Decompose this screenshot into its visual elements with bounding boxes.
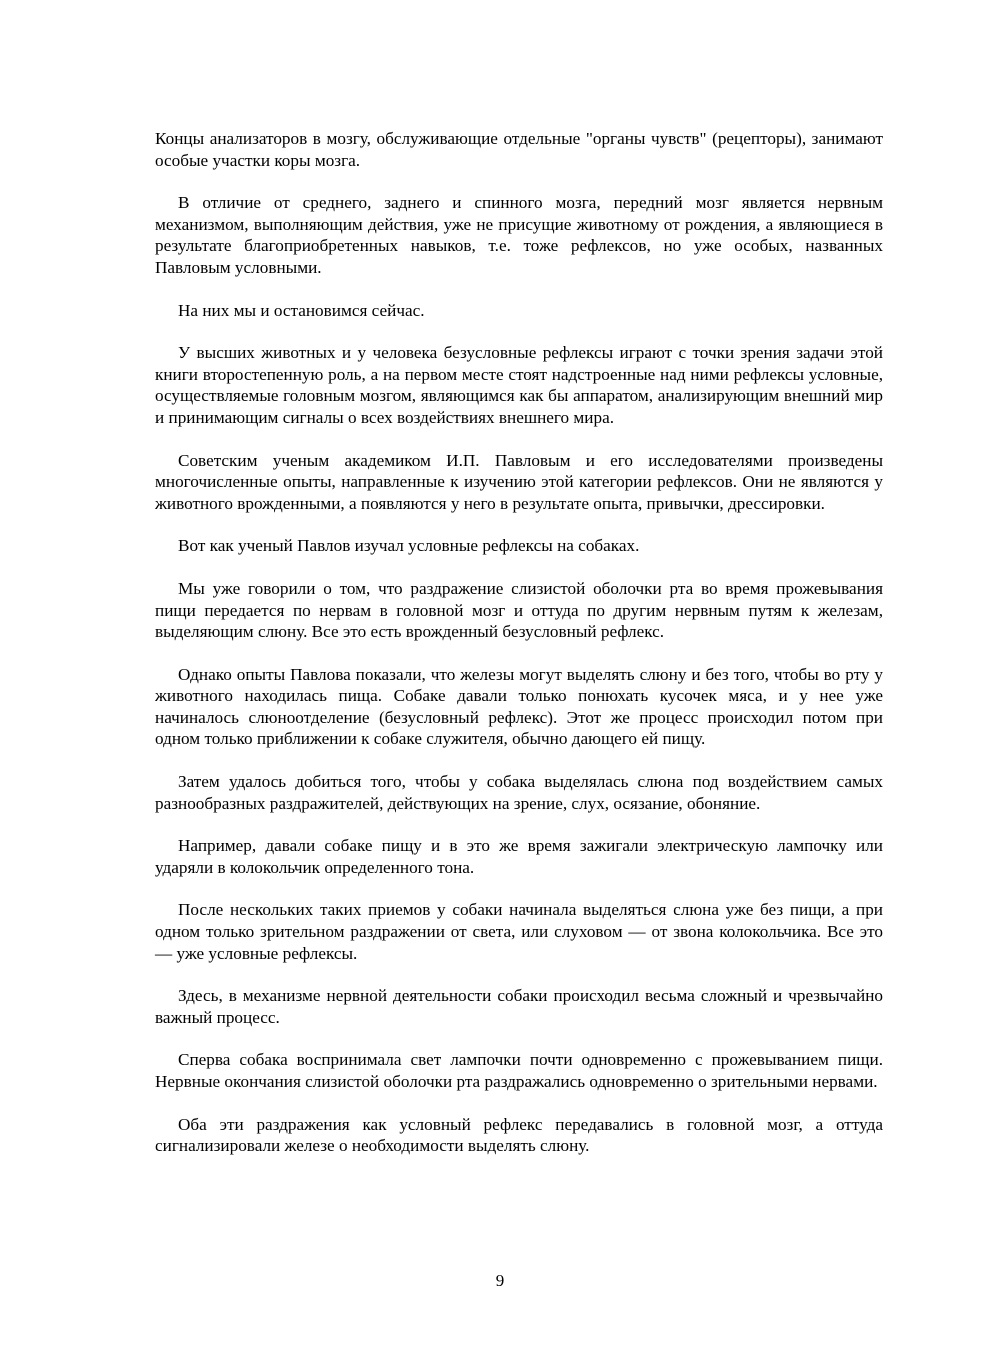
paragraph-1: Концы анализаторов в мозгу, обслуживающие отдельные "органы чувств" (рецепторы), занимают особые участки коры мозга.: [155, 129, 883, 170]
paragraph-9: Затем удалось добиться того, чтобы у собака выделялась слюна под воздействием самых разнообразных раздражителей, действующих на зрение, слух, осязание, обоняние.: [155, 772, 883, 813]
paragraph-2: В отличие от среднего, заднего и спинного мозга, передний мозг является нервным механизмом, выполняющим действия, уже не присущие животному от рождения, а являющиеся в результате благоприобретенных навыков, т.е. тоже рефлексов, но уже особых, названных Павловым условными.: [155, 193, 883, 277]
paragraph-3: На них мы и остановимся сейчас.: [178, 300, 425, 320]
paragraph-13: Сперва собака воспринимала свет лампочки почти одновременно с прожевыванием пищи. Нервные окончания слизистой оболочки рта раздражались одновременно о зрительными нервами.: [155, 1050, 883, 1091]
paragraph-6: Вот как ученый Павлов изучал условные рефлексы на собаках.: [178, 536, 640, 556]
paragraph-11: После нескольких таких приемов у собаки начинала выделяться слюна уже без пищи, а при одном только зрительном раздражении от света, или слуховом — от звона колокольчика. Все это — уже условные рефлексы.: [155, 900, 883, 963]
page-number: 9: [495, 1271, 505, 1290]
paragraph-8: Однако опыты Павлова показали, что железы могут выделять слюну и без того, чтобы во рту у животного находилась пища. Собаке давали только понюхать кусочек мяса, и у нее уже начиналось слюноотделение (безусловный рефлекс). Этот же процесс происходил потом при одном только приближении к собаке служителя, обычно дающего ей пищу.: [155, 664, 883, 749]
paragraph-4: У высших животных и у человека безусловные рефлексы играют с точки зрения задачи этой книги второстепенную роль, а на первом месте стоят надстроенные над ними рефлексы условные, осуществляемые головным мозгом, являющимся как бы аппаратом, анализирующим внешний мир и принимающим сигналы о всех воздействиях внешнего мира.: [155, 343, 883, 427]
page-body: [155, 128, 883, 1178]
paragraph-7: Мы уже говорили о том, что раздражение слизистой оболочки рта во время прожевывания пищи передается по нервам в головной мозг и оттуда по другим нервным путям к железам, выделяющим слюну. Все это есть врожденный безусловный рефлекс.: [155, 578, 883, 642]
paragraph-14: Оба эти раздражения как условный рефлекс передавались в головной мозг, а оттуда сигнализировали железе о необходимости выделять слюну.: [155, 1114, 883, 1156]
paragraph-12: Здесь, в механизме нервной деятельности собаки происходил весьма сложный и чрезвычайно важный процесс.: [155, 986, 883, 1027]
paragraph-10: Например, давали собаке пищу и в это же время зажигали электрическую лампочку или ударяли в колокольчик определенного тона.: [155, 836, 883, 877]
paragraph-5: Советским ученым академиком И.П. Павловым и его исследователями произведены многочисленные опыты, направленные к изучению этой категории рефлексов. Они не являются у животного врожденными, а появляются у него в результате опыта, привычки, дрессировки.: [155, 450, 883, 513]
